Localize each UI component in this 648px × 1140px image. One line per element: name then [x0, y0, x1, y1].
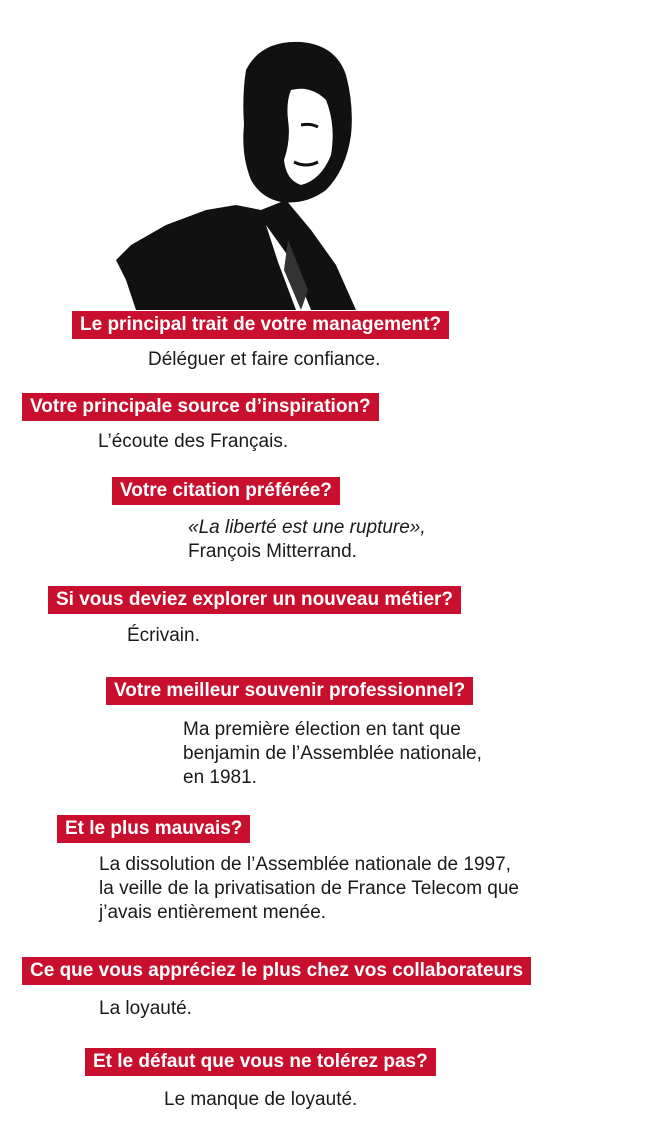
- question-label: Et le plus mauvais?: [57, 815, 250, 843]
- answer-line: j’avais entièrement menée.: [99, 902, 327, 923]
- question-label: Votre meilleur souvenir professionnel?: [106, 677, 473, 705]
- question-label: Votre citation préférée?: [112, 477, 340, 505]
- question-label: Votre principale source d’inspiration?: [22, 393, 379, 421]
- answer-line: La loyauté.: [99, 998, 192, 1019]
- answer-text: [148, 348, 380, 372]
- answer-text: [99, 853, 519, 925]
- man-silhouette-portrait: [96, 30, 366, 310]
- answer-text: [164, 1088, 357, 1112]
- answer-line: Écrivain.: [127, 625, 200, 646]
- answer-line: en 1981.: [183, 767, 257, 788]
- answer-text: [98, 430, 288, 454]
- answer-line: Le manque de loyauté.: [164, 1089, 358, 1110]
- answer-line: la veille de la privatisation de France Telecom que: [99, 878, 519, 899]
- answer-line: François Mitterrand.: [188, 541, 357, 562]
- answer-text: [127, 624, 200, 648]
- answer-line: L’écoute des Français.: [98, 431, 289, 452]
- question-label: Le principal trait de votre management?: [72, 311, 449, 339]
- answer-text: [188, 516, 426, 564]
- question-label: Et le défaut que vous ne tolérez pas?: [85, 1048, 436, 1076]
- answer-text: [183, 718, 482, 790]
- question-label: Si vous deviez explorer un nouveau métier?: [48, 586, 461, 614]
- answer-line: La dissolution de l’Assemblée nationale de 1997,: [99, 854, 511, 875]
- answer-line: Ma première élection en tant que: [183, 719, 461, 740]
- answer-line: «La liberté est une rupture»,: [188, 517, 426, 538]
- answer-line: Déléguer et faire confiance.: [148, 349, 381, 370]
- answer-text: [99, 997, 192, 1021]
- question-label: Ce que vous appréciez le plus chez vos collaborateurs: [22, 957, 531, 985]
- answer-line: benjamin de l’Assemblée nationale,: [183, 743, 482, 764]
